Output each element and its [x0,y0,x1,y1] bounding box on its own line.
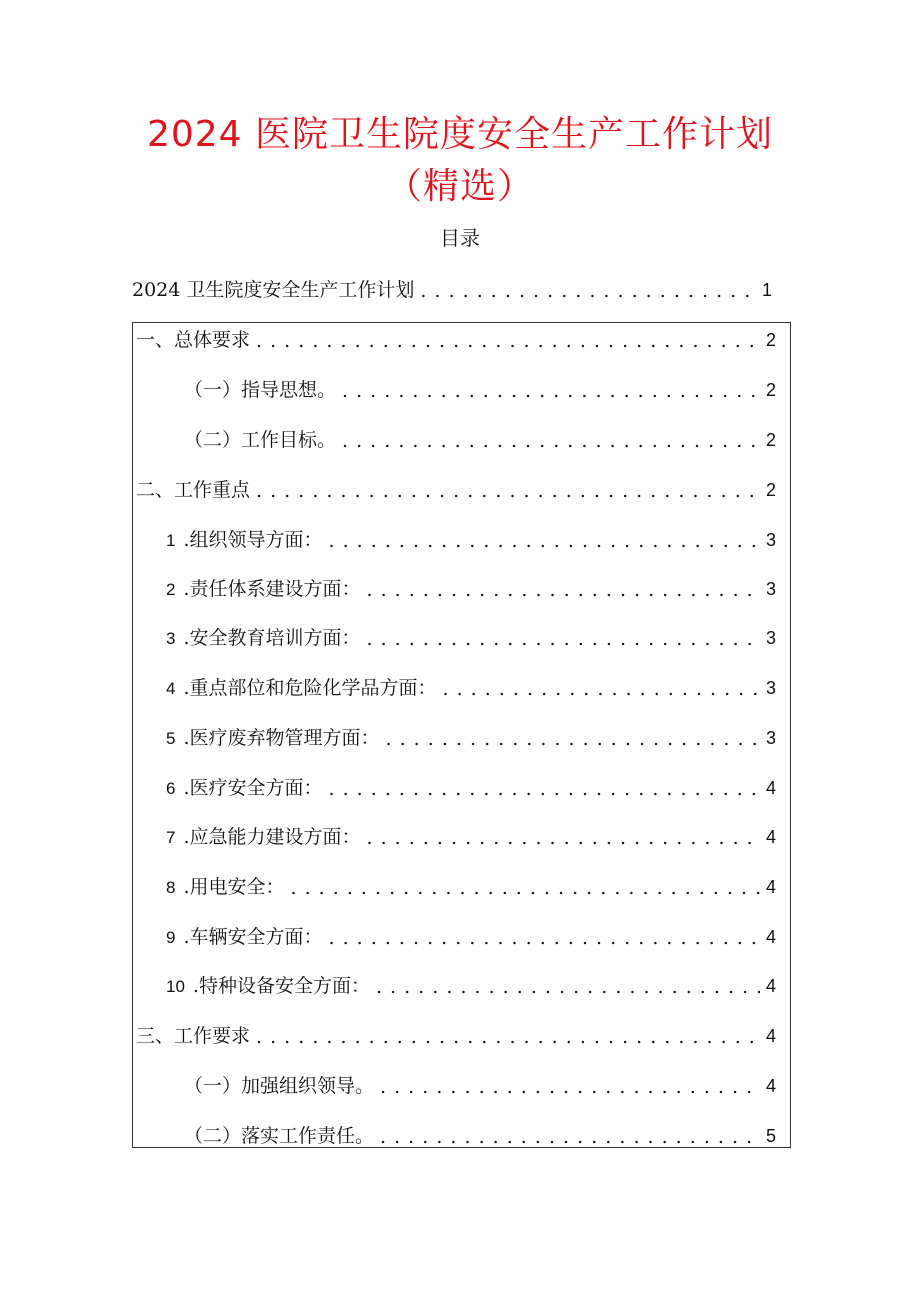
toc-leader-dots [256,477,760,505]
toc-entry-label: 2024 卫生院度安全生产工作计划 [132,279,415,301]
toc-page-number: 4 [765,927,776,947]
toc-leader-dots [367,824,760,852]
toc-entry[interactable] [166,873,776,902]
toc-entry-label: .责任体系建设方面： [183,578,361,600]
toc-page-number: 3 [765,530,776,550]
toc-page-number: 4 [765,877,776,897]
toc-entry[interactable] [184,1122,776,1150]
toc-entry-number: 7 [166,828,176,847]
toc-entry-label: 三、工作要求 [136,1025,251,1047]
toc-leader-dots [376,973,760,1001]
toc-entry[interactable] [184,426,776,454]
toc-entry[interactable] [166,774,776,803]
toc-entry-number: 8 [166,878,176,897]
toc-page-number: 4 [765,827,776,847]
toc-entry-label: .医疗安全方面： [183,777,323,799]
toc-entry[interactable] [166,724,776,753]
toc-page-number: 4 [765,976,776,996]
toc-leader-dots [291,874,760,902]
toc-leader-dots [256,1023,760,1051]
toc-leader-dots [329,775,760,803]
toc-entry-label: .特种设备安全方面： [192,975,370,997]
document-title-line2: （精选） [385,166,534,207]
toc-entry[interactable] [184,1072,776,1100]
toc-entry[interactable] [166,972,776,1001]
toc-page-number: 3 [765,728,776,748]
toc-entry-label: （一）加强组织领导。 [184,1075,375,1097]
toc-entry[interactable] [166,823,776,852]
toc-entry-main[interactable] [132,276,772,304]
toc-entry[interactable] [184,376,776,404]
toc-page-number: 2 [765,330,776,350]
toc-entry-label: .安全教育培训方面： [183,627,361,649]
toc-entry-label: （一）指导思想。 [184,379,337,401]
toc-page-number: 3 [765,678,776,698]
toc-page-number: 2 [765,480,776,500]
toc-entry[interactable] [166,923,776,952]
toc-page-number: 2 [765,380,776,400]
toc-entry-label: .应急能力建设方面： [183,826,361,848]
toc-entry-label: .医疗废弃物管理方面： [183,727,380,749]
toc-entry-label: .重点部位和危险化学品方面： [183,677,437,699]
toc-entry[interactable] [136,476,776,504]
toc-entry-label: （二）工作目标。 [184,429,337,451]
toc-entry[interactable] [136,1022,776,1050]
toc-leader-dots [342,377,760,405]
toc-heading: 目录 [440,226,480,250]
toc-entry[interactable] [166,624,776,653]
toc-page-number: 2 [765,430,776,450]
toc-entry[interactable] [136,326,776,354]
toc-entry-number: 3 [166,629,176,648]
toc-page-number: 4 [765,1026,776,1046]
toc-leader-dots [367,576,760,604]
toc-entry-number: 4 [166,679,176,698]
document-title-line1: 2024 医院卫生院度安全生产工作计划 [146,114,774,155]
toc-entry-label: （二）落实工作责任。 [184,1125,375,1147]
toc-leader-dots [256,327,760,355]
toc-page-number: 1 [761,280,772,300]
toc-entry[interactable] [166,674,776,703]
toc-leader-dots [380,1073,760,1101]
toc-entry-label: .用电安全： [183,876,285,898]
toc-entry-number: 9 [166,928,176,947]
toc-entry[interactable] [166,526,776,555]
toc-entry-number: 1 [166,531,176,550]
toc-entry-label: .车辆安全方面： [183,926,323,948]
toc-entry-number: 5 [166,729,176,748]
toc-entry[interactable] [166,575,776,604]
toc-entry-number: 6 [166,779,176,798]
toc-entry-label: 一、总体要求 [136,329,251,351]
toc-entry-label: .组织领导方面： [183,529,323,551]
toc-page-number: 5 [765,1126,776,1146]
toc-leader-dots [367,625,760,653]
toc-leader-dots [329,527,760,555]
toc-entry-number: 2 [166,580,176,599]
toc-page-number: 4 [765,1076,776,1096]
toc-page-number: 3 [765,628,776,648]
toc-entry-label: 二、工作重点 [136,479,251,501]
toc-entry-number: 10 [166,977,185,996]
toc-page-number: 4 [765,778,776,798]
toc-leader-dots [420,277,756,305]
toc-page-number: 3 [765,579,776,599]
toc-leader-dots [380,1123,760,1151]
toc-leader-dots [443,675,760,703]
toc-leader-dots [329,924,760,952]
toc-leader-dots [342,427,760,455]
toc-leader-dots [386,725,760,753]
